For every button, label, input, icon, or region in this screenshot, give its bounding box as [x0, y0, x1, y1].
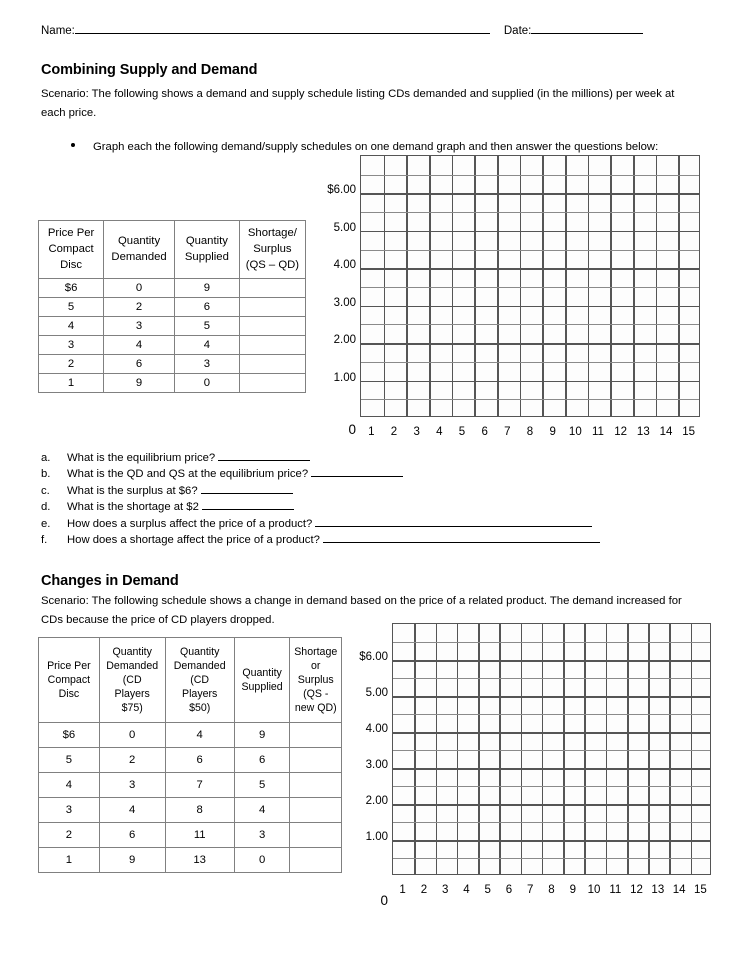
table-cell: 5 — [174, 317, 239, 336]
table-cell-answer-blank[interactable] — [239, 355, 305, 374]
col-header-quantity-demanded-50: Quantity Demanded (CD Players $50) — [165, 638, 234, 723]
table-row — [39, 298, 306, 317]
col-header-quantity-supplied: Quantity Supplied — [174, 221, 239, 279]
table-row — [39, 336, 306, 355]
gridline-horizontal — [393, 822, 710, 823]
x-axis-tick-label: 4 — [463, 884, 470, 896]
x-axis-tick-label: 2 — [390, 426, 398, 438]
col-header-shortage-surplus: Shortage or Surplus (QS - new QD) — [290, 638, 342, 723]
table-cell: 4 — [99, 798, 165, 823]
table-row — [39, 823, 342, 848]
date-label: Date: — [503, 25, 532, 37]
name-blank-line[interactable] — [75, 22, 490, 34]
x-axis-tick-label: 6 — [505, 884, 513, 896]
section1-bullet-text: Graph each the following demand/supply schedules on one demand graph and then answer the questions below: — [93, 141, 659, 153]
graph-grid[interactable] — [392, 623, 711, 875]
question-text: What is the equilibrium price? — [67, 452, 216, 464]
table-cell: 4 — [39, 317, 104, 336]
bullet-dot-icon — [71, 143, 75, 147]
gridline-horizontal — [361, 343, 699, 345]
x-axis-tick-label: 5 — [458, 426, 466, 438]
x-axis-tick-label: 3 — [441, 884, 449, 896]
table-cell: $6 — [39, 723, 100, 748]
question-marker: f. — [41, 533, 48, 546]
x-axis-tick-label: 8 — [548, 884, 555, 896]
graph-grid[interactable] — [360, 155, 700, 417]
table-cell-answer-blank[interactable] — [239, 374, 305, 393]
y-axis-tick-label: 5.00 — [365, 687, 388, 699]
table-supply-demand-body — [39, 279, 306, 393]
y-axis-tick-label: 4.00 — [333, 259, 356, 272]
question-answer-blank[interactable] — [201, 482, 293, 494]
table-cell: 6 — [104, 355, 175, 374]
x-axis-tick-label: 6 — [481, 426, 488, 438]
table-cell-answer-blank[interactable] — [239, 317, 305, 336]
question-list — [41, 449, 701, 547]
gridline-horizontal — [361, 362, 699, 363]
table-cell: 8 — [165, 798, 234, 823]
table-cell: 9 — [174, 279, 239, 298]
x-axis-tick-label: 14 — [672, 884, 686, 896]
gridline-horizontal — [361, 399, 699, 400]
gridline-horizontal — [393, 678, 710, 679]
x-axis-tick-label: 11 — [609, 884, 622, 896]
table-supply-demand-header — [39, 221, 306, 279]
table-cell: 5 — [39, 298, 104, 317]
table-row — [39, 374, 306, 393]
gridline-horizontal — [393, 714, 710, 715]
gridline-horizontal — [361, 287, 699, 288]
x-axis-tick-label: 7 — [504, 426, 511, 438]
gridline-horizontal — [361, 212, 699, 213]
y-axis-tick-label: 2.00 — [333, 334, 356, 347]
table-cell: 2 — [99, 748, 165, 773]
gridline-horizontal — [393, 768, 710, 770]
col-header-price: Price Per Compact Disc — [39, 638, 100, 723]
gridline-horizontal — [361, 250, 699, 251]
gridline-horizontal — [393, 840, 710, 842]
gridline-horizontal — [361, 175, 699, 176]
table-cell: 2 — [104, 298, 175, 317]
x-axis-tick-label: 14 — [659, 426, 673, 438]
table-cell: 3 — [39, 336, 104, 355]
x-axis-tick-label: 12 — [614, 426, 628, 438]
y-axis-tick-label: 2.00 — [365, 795, 388, 807]
gridline-horizontal — [361, 381, 699, 383]
y-axis-tick-label: 4.00 — [365, 723, 388, 735]
table-row — [39, 773, 342, 798]
question-marker: b. — [41, 468, 51, 481]
col-header-shortage-surplus: Shortage/ Surplus (QS – QD) — [239, 221, 305, 279]
table-cell: 6 — [174, 298, 239, 317]
table-cell: 5 — [39, 748, 100, 773]
table-header-row — [39, 221, 306, 279]
table-cell: 9 — [104, 374, 175, 393]
y-axis-tick-label: 1.00 — [333, 371, 356, 384]
question-text: How does a shortage affect the price of a product? — [67, 533, 320, 546]
question-marker: d. — [41, 501, 51, 514]
table-cell: 3 — [174, 355, 239, 374]
gridline-horizontal — [393, 750, 710, 751]
table-cell: 0 — [234, 848, 290, 873]
question-answer-blank[interactable] — [202, 498, 294, 510]
name-label: Name: — [41, 25, 75, 37]
table-row — [39, 317, 306, 336]
table-cell: 3 — [104, 317, 175, 336]
gridline-horizontal — [361, 324, 699, 325]
x-axis-tick-label: 3 — [413, 426, 420, 438]
section-heading-combining-supply-and-demand: Combining Supply and Demand — [41, 62, 258, 78]
gridline-horizontal — [393, 696, 710, 698]
table-cell: 6 — [234, 748, 290, 773]
table-cell: $6 — [39, 279, 104, 298]
x-axis-tick-label: 9 — [569, 884, 576, 896]
x-axis-tick-label: 7 — [527, 884, 534, 896]
x-axis-tick-label: 15 — [682, 426, 696, 438]
question-text: What is the shortage at $2 — [67, 501, 199, 514]
x-axis-tick-label: 13 — [636, 426, 650, 438]
section-heading-changes-in-demand: Changes in Demand — [41, 573, 179, 589]
table-row — [39, 355, 306, 374]
table-header-row — [39, 638, 342, 723]
question-marker: c. — [41, 484, 50, 497]
table-row — [39, 848, 342, 873]
table-cell: 13 — [165, 848, 234, 873]
table-cell: 0 — [104, 279, 175, 298]
y-axis-tick-label: 3.00 — [365, 759, 388, 771]
question-text: What is the QD and QS at the equilibrium price? — [67, 468, 309, 481]
x-axis-tick-label: 1 — [368, 426, 375, 438]
date-blank-line[interactable] — [531, 22, 643, 34]
question-text: How does a surplus affect the price of a product? — [67, 517, 313, 530]
x-axis-tick-label: 4 — [436, 426, 443, 438]
table-row — [39, 279, 306, 298]
gridline-horizontal — [361, 193, 699, 195]
y-axis-tick-label: 1.00 — [365, 831, 388, 843]
table-cell: 1 — [39, 374, 104, 393]
gridline-horizontal — [361, 231, 699, 233]
x-axis-tick-label: 1 — [399, 884, 406, 896]
col-header-quantity-supplied: Quantity Supplied — [234, 638, 290, 723]
table-cell: 0 — [174, 374, 239, 393]
table-cell: 3 — [99, 773, 165, 798]
table-cell: 3 — [234, 823, 290, 848]
question-item — [41, 531, 701, 547]
gridline-horizontal — [393, 732, 710, 734]
table-row — [39, 748, 342, 773]
x-axis-tick-label: 10 — [568, 426, 582, 438]
section2-scenario-text: Scenario: The following schedule shows a change in demand based on the price of a related product. The demand increased for CDs because the price of CD players dropped. — [41, 595, 682, 626]
question-answer-blank[interactable] — [311, 465, 403, 477]
table-cell: 11 — [165, 823, 234, 848]
section1-scenario-text: Scenario: The following shows a demand and supply schedule listing CDs demanded and supplied (in the millions) per week at each price. — [41, 88, 675, 119]
table-cell-answer-blank[interactable] — [239, 279, 305, 298]
y-axis-tick-label: $6.00 — [359, 651, 388, 663]
table-cell: 2 — [39, 355, 104, 374]
table-cell: 9 — [99, 848, 165, 873]
table-cell: 1 — [39, 848, 100, 873]
gridline-horizontal — [361, 268, 699, 270]
table-cell: 5 — [234, 773, 290, 798]
gridline-horizontal — [393, 858, 710, 859]
gridline-horizontal — [393, 642, 710, 643]
question-marker: a. — [41, 452, 51, 464]
x-axis-tick-label: 5 — [484, 884, 491, 896]
table-cell: 4 — [174, 336, 239, 355]
name-date-row — [41, 22, 691, 37]
table-cell: 7 — [165, 773, 234, 798]
table-row — [39, 723, 342, 748]
origin-label: 0 — [380, 893, 388, 908]
gridline-horizontal — [393, 786, 710, 787]
table-row — [39, 798, 342, 823]
gridline-horizontal — [393, 804, 710, 806]
table-cell: 6 — [99, 823, 165, 848]
table-cell-answer-blank[interactable] — [239, 298, 305, 317]
x-axis-tick-label: 9 — [549, 426, 556, 438]
y-axis-tick-label: 3.00 — [333, 296, 356, 309]
table-cell: 9 — [234, 723, 290, 748]
col-header-quantity-demanded: Quantity Demanded — [104, 221, 175, 279]
question-item — [41, 465, 701, 481]
x-axis-tick-label: 15 — [693, 884, 707, 896]
gridline-horizontal — [361, 306, 699, 308]
table-supply-demand — [38, 220, 306, 393]
x-axis-tick-label: 12 — [630, 884, 643, 896]
gridline-horizontal — [393, 660, 710, 662]
origin-label: 0 — [348, 422, 356, 437]
question-answer-blank[interactable] — [218, 449, 310, 461]
table-cell: 3 — [39, 798, 100, 823]
supply-demand-graph — [300, 150, 710, 480]
table-cell: 4 — [165, 723, 234, 748]
question-answer-blank[interactable] — [315, 515, 592, 527]
table-changes-in-demand — [38, 637, 342, 873]
y-axis-tick-label: 5.00 — [333, 221, 356, 234]
changes-in-demand-graph — [332, 618, 732, 948]
x-axis-tick-label: 8 — [526, 426, 534, 438]
table-cell: 4 — [234, 798, 290, 823]
question-item — [41, 482, 701, 498]
table-cell: 2 — [39, 823, 100, 848]
x-axis-tick-label: 13 — [651, 884, 665, 896]
question-text: What is the surplus at $6? — [67, 484, 198, 497]
col-header-price: Price Per Compact Disc — [39, 221, 104, 279]
x-axis-tick-label: 10 — [587, 884, 601, 896]
question-answer-blank[interactable] — [323, 531, 600, 543]
question-item — [41, 515, 701, 531]
table-cell: 6 — [165, 748, 234, 773]
col-header-quantity-demanded-75: Quantity Demanded (CD Players $75) — [99, 638, 165, 723]
y-axis-tick-label: $6.00 — [327, 184, 356, 197]
question-item — [41, 449, 701, 465]
question-marker: e. — [41, 517, 51, 530]
x-axis-tick-label: 11 — [592, 426, 604, 438]
table-cell: 4 — [104, 336, 175, 355]
x-axis-tick-label: 2 — [420, 884, 428, 896]
question-item — [41, 498, 701, 514]
table-cell-answer-blank[interactable] — [239, 336, 305, 355]
table-cell: 0 — [99, 723, 165, 748]
table-changes-in-demand-header — [39, 638, 342, 723]
table-cell: 4 — [39, 773, 100, 798]
table-changes-in-demand-body — [39, 723, 342, 873]
